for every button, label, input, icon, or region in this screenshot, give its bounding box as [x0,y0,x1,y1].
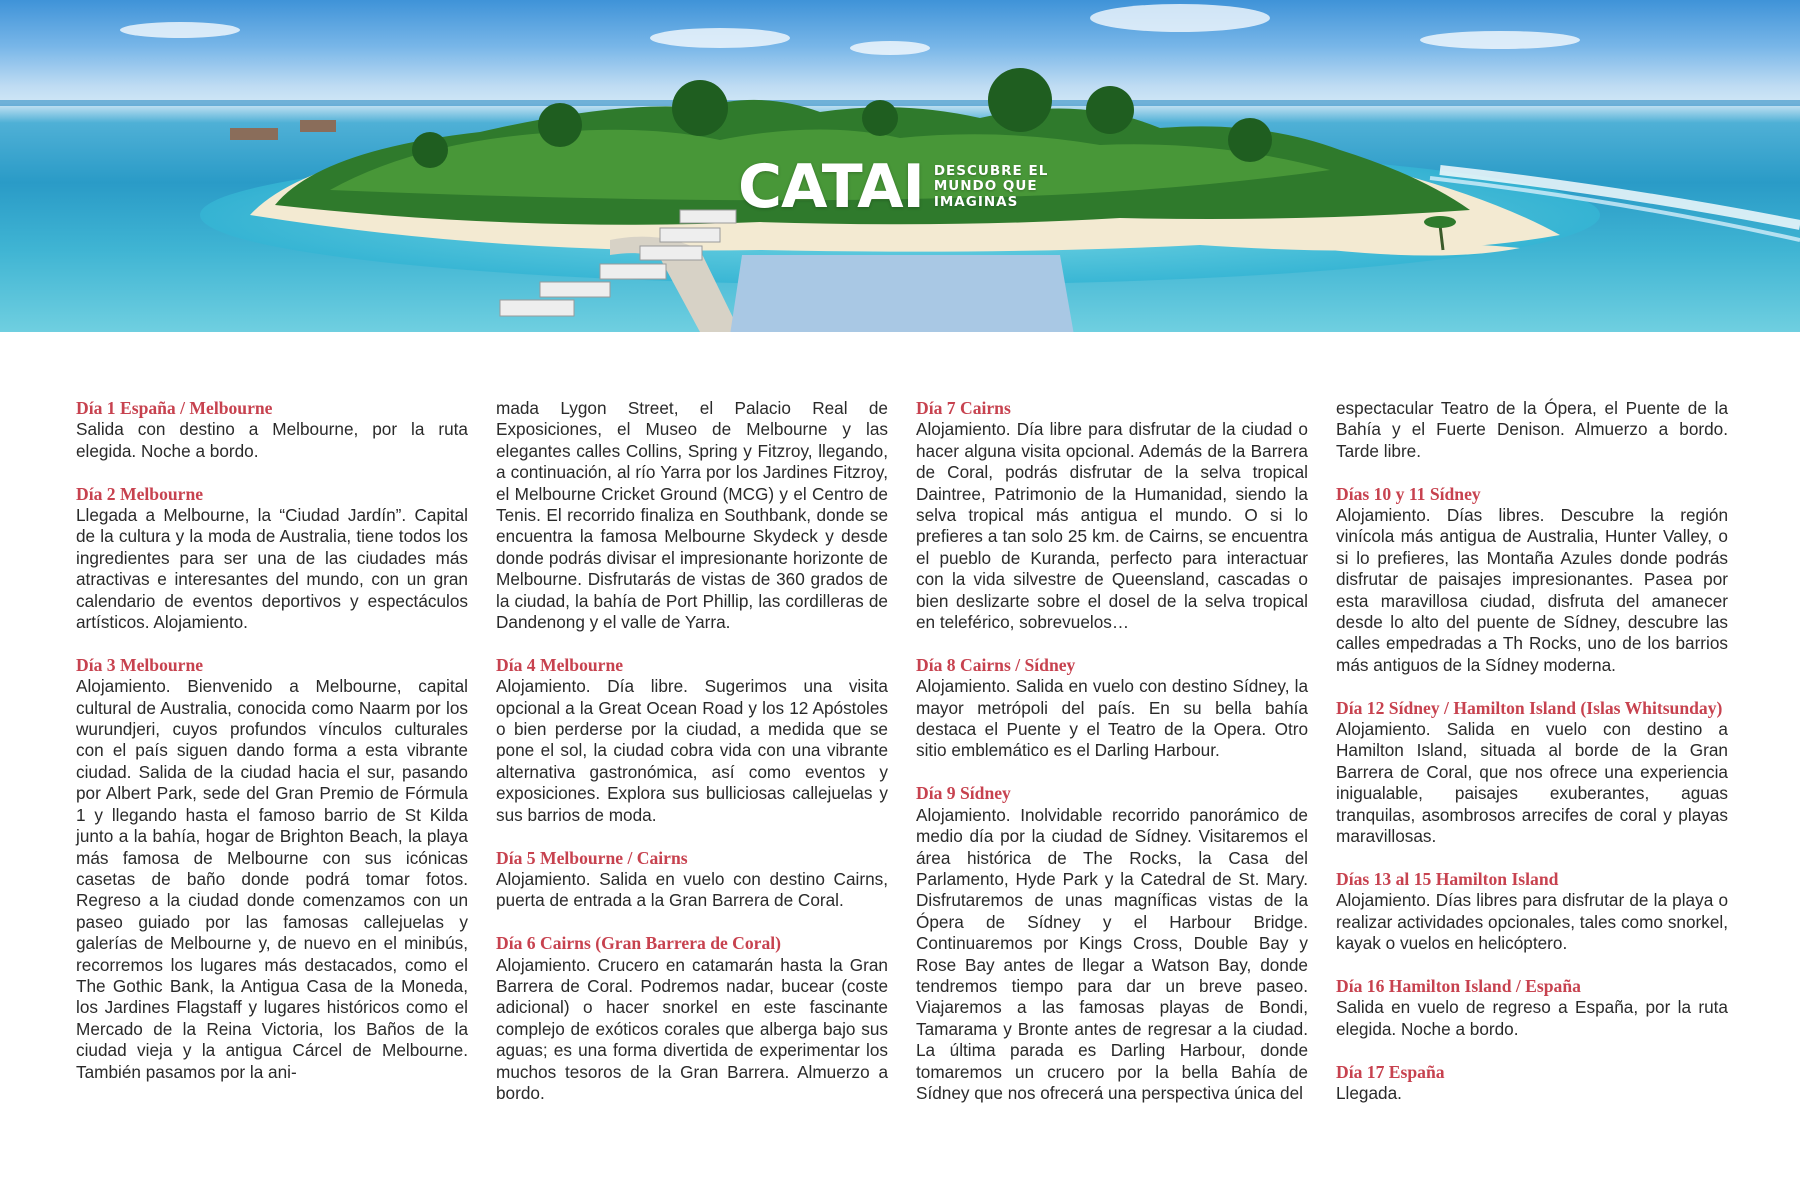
day-description: Alojamiento. Crucero en catamarán hasta la Gran Barrera de Coral. Podremos nadar, bucear (coste adicional) o hacer snorkel en este fascinante complejo de exóticos corales que alberga bajo sus aguas; es una forma divertida de experimentar los muchos tesoros de la Gran Barrera. Almuerzo a bordo. [496,954,888,1103]
logo-wordmark: CATAI [738,152,924,222]
day-description: Alojamiento. Salida en vuelo con destino Cairns, puerta de entrada a la Gran Barrera de Coral. [496,868,888,911]
day-description: Alojamiento. Salida en vuelo con destino Sídney, la mayor metrópoli del país. En su bella bahía destaca el Puente y el Teatro de la Opera. Otro sitio emblemático es el Darling Harbour. [916,676,1308,761]
day-title: Día 9 Sídney [916,783,1011,804]
day-block [1336,1062,1728,1105]
itinerary-column-4 [1336,398,1728,1126]
day-description: Salida en vuelo de regreso a España, por la ruta elegida. Noche a bordo. [1336,997,1728,1039]
day-title: Día 3 Melbourne [76,654,204,675]
day-block [1336,698,1728,848]
day-block [916,398,1308,633]
day-description: Llegada a Melbourne, la “Ciudad Jardín”. Capital de la cultura y la moda de Australia, tiene todos los ingredientes para ser una de las ciudades más atractivas e interesantes del mundo, con un gran calendario de eventos deportivos y espectáculos artísticos. Alojamiento. [76,505,468,633]
day-title: Día 2 Melbourne [76,483,204,504]
brand-logo [738,152,1049,222]
day-block [1336,976,1728,1040]
tagline-line: MUNDO QUE [933,178,1038,195]
day-description: Alojamiento. Día libre para disfrutar de la ciudad o hacer alguna visita opcional. Además de la Barrera de Coral, podrás disfrutar de la selva tropical Daintree, Patrimonio de la Humanidad, siendo la selva tropical más antigua el mundo. O si lo prefieres a tan solo 25 km. de Cairns, se encuentra el pueblo de Kuranda, perfecto para interactuar con la vida silvestre de Queensland, cascadas o bien deslizarte sobre el dosel de la selva tropical en teleférico, sobrevuelos… [916,419,1308,633]
day-block [76,484,468,634]
day-block [496,848,888,912]
continued-text: espectacular Teatro de la Ópera, el Puente de la Bahía y el Fuerte Denison. Almuerzo a bordo. Tarde libre. [1336,398,1728,461]
tagline-line: DESCUBRE EL [933,162,1049,179]
day-block [76,655,468,1083]
day-block [916,655,1308,762]
day-description: Alojamiento. Bienvenido a Melbourne, capital cultural de Australia, conocida como Naarm por los wurundjeri, cuyos profundos vínculos culturales con el país siguen dando forma a esta vibrante ciudad. Salida de la ciudad hacia el sur, pasando por Albert Park, sede del Gran Premio de Fórmula 1 y llegando hasta el famoso barrio de St Kilda junto a la bahía, hogar de Brighton Beach, la playa más famosa de Melbourne con sus icónicas casetas de baño donde podrá tomar fotos. Regreso a la ciudad donde comenzamos con un paseo guiado por las famosas callejuelas y galerías de Melbourne y, de nuevo en el minibús, recorremos los lugares más destacados, como el The Gothic Bank, la Antigua Casa de la Moneda, los Jardines Flagstaff y lugares históricos como el Mercado de la Reina Victoria, los Baños de la ciudad vieja y la antigua Cárcel de Melbourne. También pasamos por la ani- [76,676,468,1082]
day-block [1336,869,1728,955]
day-title: Día 16 Hamilton Island / España [1336,975,1581,996]
day-description: Llegada. [1336,1082,1402,1103]
itinerary-column-3 [916,398,1308,1126]
day-description: Alojamiento. Día libre. Sugerimos una visita opcional a la Great Ocean Road y los 12 Apóstoles o bien perderse por la ciudad, a medida que se pone el sol, la ciudad cobra vida con una vibrante alternativa gastronómica, así como eventos y exposiciones. Explora sus bulliciosas callejuelas y sus barrios de moda. [496,676,888,825]
day-block [76,398,468,462]
hero-accent-tab [730,255,1074,332]
day-description: Salida con destino a Melbourne, por la ruta elegida. Noche a bordo. [76,419,468,461]
day-title: Día 12 Sídney / Hamilton Island (Islas Whitsunday) [1336,697,1723,718]
day-block [496,933,888,1104]
day-block [916,783,1308,1104]
day-title: Día 6 Cairns (Gran Barrera de Coral) [496,933,782,954]
day-title: Días 10 y 11 Sídney [1336,483,1481,504]
day-title: Día 4 Melbourne [496,654,624,675]
day-description: Alojamiento. Días libres para disfrutar de la playa o realizar actividades opcionales, tales como snorkel, kayak o vuelos en helicóptero. [1336,890,1728,954]
logo-tagline [934,164,1048,211]
hero-banner [0,0,1800,332]
itinerary-column-1 [76,398,468,1104]
day-title: Día 1 España / Melbourne [76,398,273,418]
day-title: Día 5 Melbourne / Cairns [496,847,688,868]
day-title: Día 17 España [1336,1061,1445,1082]
day-description: Alojamiento. Inolvidable recorrido panorámico de medio día por la ciudad de Sídney. Visitaremos el área histórica de The Rocks, la Casa del Parlamento, Hyde Park y la Catedral de St. Mary. Disfrutaremos de unas magníficas vistas de la Ópera de Sídney y el Harbour Bridge. Continuaremos por Kings Cross, Double Bay y Rose Bay antes de llegar a Watson Bay, donde tendremos tiempo para dar un breve paseo. Viajaremos a las famosas playas de Bondi, Tamarama y Bronte antes de regresar a la ciudad. La última parada es Darling Harbour, donde tomaremos un crucero por la bella Bahía de Sídney que nos ofrecerá una perspectiva única del [916,804,1308,1103]
day-title: Días 13 al 15 Hamilton Island [1336,868,1559,889]
day-title: Día 8 Cairns / Sídney [916,654,1076,675]
day-block [1336,484,1728,677]
continued-text: mada Lygon Street, el Palacio Real de Exposiciones, el Museo de Melbourne y las elegantes calles Collins, Spring y Fitzroy, llegando, a continuación, al río Yarra por los Jardines Fitzroy, el Melbourne Cricket Ground (MCG) y el Centro de Tenis. El recorrido finaliza en Southbank, donde se encuentra la famosa Melbourne Skydeck y desde donde podrás divisar el impresionante horizonte de Melbourne. Disfrutarás de vistas de 360 grados de la ciudad, la bahía de Port Phillip, las cordilleras de Dandenong y el valle de Yarra. [496,398,888,633]
day-description: Alojamiento. Días libres. Descubre la región vinícola más antigua de Australia, Hunter Valley, o si lo prefieres, las Montaña Azules donde podrás disfrutar de paisajes impresionantes. Pasea por esta maravillosa ciudad, disfruta del amanecer desde lo alto del puente de Sídney, descubre las calles empedradas a Th Rocks, uno de los barrios más antiguos de la Sídney moderna. [1336,505,1728,675]
itinerary-column-2 [496,398,888,1126]
day-description: Alojamiento. Salida en vuelo con destino a Hamilton Island, situada al borde de la Gran Barrera de Coral, que nos ofrece una experiencia inigualable, paisajes exuberantes, aguas tranquilas, asombrosos arrecifes de coral y playas maravillosas. [1336,719,1728,847]
day-block [496,655,888,826]
tagline-line: IMAGINAS [933,193,1019,210]
day-title: Día 7 Cairns [916,398,1011,418]
